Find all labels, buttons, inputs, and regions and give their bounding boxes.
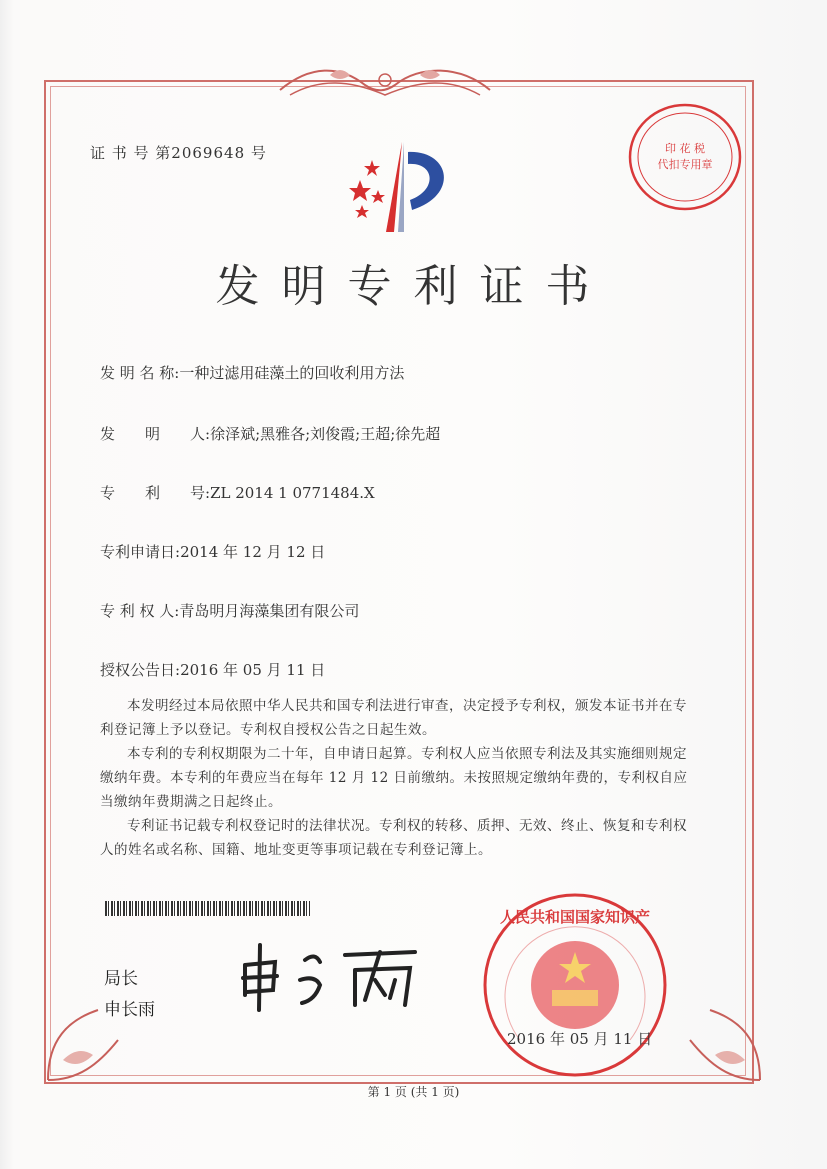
corner-ornament-bottom-right: [680, 990, 770, 1090]
body-paragraph: 本专利的专利权期限为二十年，自申请日起算。专利权人应当依照专利法及其实施细则规定缴纳年费。本专利的年费应当在每年 12 月 12 日前缴纳。未按照规定缴纳年费的，专利权自应当缴纳年费期满之日起终止。: [100, 746, 688, 810]
field-application-date: [100, 541, 325, 562]
tax-stamp-seal: [625, 100, 745, 215]
field-label: 专利申请日:: [100, 543, 181, 561]
field-value: 2016 年 05 月 11 日: [180, 661, 326, 679]
seal-date: 2016 年 05 月 11 日: [507, 1030, 653, 1048]
barcode: [105, 901, 310, 916]
field-inventors: [100, 423, 440, 444]
field-grant-date: [100, 659, 325, 680]
director-signature: [235, 940, 425, 1015]
official-seal: [480, 890, 670, 1080]
certificate-number: 证 书 号 第2069648 号: [90, 144, 267, 162]
page-footer: 第 1 页 (共 1 页): [367, 1085, 460, 1099]
body-paragraph: 专利证书记载专利权登记时的法律状况。专利权的转移、质押、无效、终止、恢复和专利权人的姓名或名称、国籍、地址变更等事项记载在专利登记簿上。: [100, 818, 687, 858]
patent-office-logo: [340, 140, 460, 235]
field-value: 青岛明月海藻集团有限公司: [179, 602, 360, 620]
svg-text:人民共和国国家知识产: 人民共和国国家知识产: [499, 908, 651, 926]
field-patent-number: [100, 482, 375, 503]
top-ornament: [270, 60, 500, 105]
field-value: 徐泽斌;黑雅各;刘俊霞;王超;徐先超: [210, 425, 441, 443]
certificate-body: [100, 694, 700, 862]
field-label: 发 明 名 称:: [100, 364, 180, 382]
director-title: 局长: [104, 969, 138, 989]
field-label: 授权公告日:: [100, 661, 181, 679]
field-value: 2014 年 12 月 12 日: [180, 543, 326, 561]
field-patentee: [100, 600, 359, 621]
field-value: 一种过滤用硅藻土的回收利用方法: [179, 364, 405, 382]
field-label: 发 明 人:: [100, 425, 211, 443]
field-label: 专 利 权 人:: [100, 602, 180, 620]
director-name: 申长雨: [104, 1000, 155, 1020]
field-value: ZL 2014 1 0771484.X: [210, 484, 375, 502]
svg-text:代扣专用章: 代扣专用章: [657, 158, 713, 171]
body-paragraph: 本发明经过本局依照中华人民共和国专利法进行审查，决定授予专利权，颁发本证书并在专利登记簿上予以登记。专利权自授权公告之日起生效。: [100, 698, 687, 738]
field-label: 专 利 号:: [100, 484, 211, 502]
page-title: 发明专利证书: [215, 261, 612, 312]
svg-text:印 花 税: 印 花 税: [665, 142, 705, 155]
field-invention-name: [100, 362, 404, 383]
